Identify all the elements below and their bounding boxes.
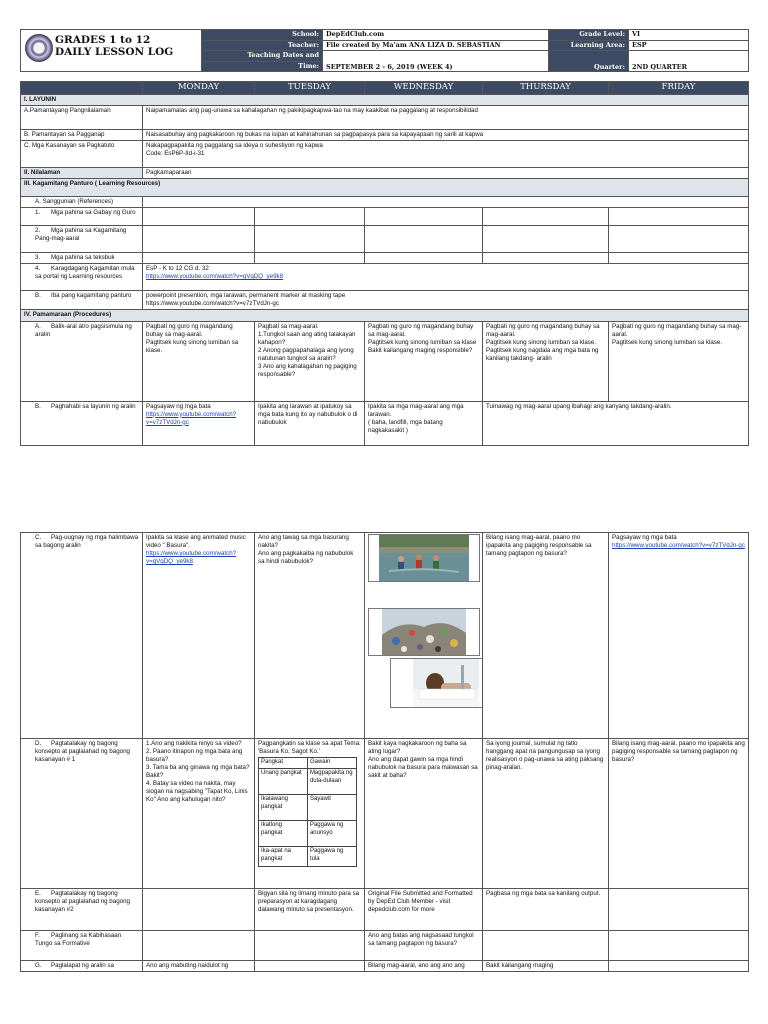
dates-label-line2: Time: [202,61,323,72]
pagtalakay1-tuesday [255,739,365,889]
karagdagang-link[interactable]: https://www.youtube.com/watch?v=gVqDQ_ye9k8 [146,273,284,281]
group-table-header-gawain: Gawain [307,758,356,769]
day-thursday: THURSDAY [483,82,609,95]
pagtalakay2-thursday: Pagbasa ng mga bata sa kanilang output. [483,889,609,931]
kasanayan-label: C. Mga Kasanayan sa Pagkatuto [21,141,143,168]
lesson-table-page-1 [20,81,749,446]
group-table-row: Ika-apat na pangkat [259,846,308,866]
sanggunian-label: A. Sanggunian (References) [21,197,143,208]
pamamaraan-label: IV. Pamamaraan (Procedures) [21,310,749,321]
pag-uugnay-friday-link[interactable]: https://www.youtube.com/watch?v=v7zTVdJn-gc [612,542,745,550]
pagtalakay2-tuesday: Bigyan sila ng limang minuto para sa preparasyon at karagdagang dalawang minuto sa presentasyon. [255,889,365,931]
pag-uugnay-monday-link[interactable]: https://www.youtube.com/watch?v=gVqDQ_ye9k8 [146,550,237,566]
nilalaman-label: II. Nilalaman [21,168,143,179]
group-table-row: Ikatlong pangkat [259,820,308,846]
kasanayan-text [143,141,749,168]
day-monday: MONDAY [143,82,255,95]
balik-wednesday: Pagbati ng guro ng magandang buhay sa mag-aaral. Pagtitsek kung sinong lumiban sa klase Bakit kailangang maging responsible? [365,321,483,401]
pagtalakay1-thursday: Sa iyong journal, sumulat ng tatlo hanggang apat na pangungusap sa iyong realisasyon o pag-unawa sa ating paksang pinag-aralan. [483,739,609,889]
karagdagang-line1: EsP - K to 12 CG d. 32 [146,265,209,273]
kasanayan-line1: Nakapagpapakita ng paggalang sa ideya o suhestiyon ng kapwa [146,142,323,150]
pamantayan-pagganap-label: B. Pamantayan sa Pagganap [21,130,143,141]
pag-uugnay-label: C. Pag-uugnay ng mga halimbawa sa bagong aralin [21,533,143,739]
lesson-log-page-2 [20,532,748,972]
logo-title [55,34,173,58]
paghahabi-thursday-friday: Tumawag ng mag-aaral upang ibahagi ang kanyang takdang-aralin. [483,401,749,445]
day-header-row [21,82,749,95]
paghahabi-monday-text: Pagsayaw ng mga bata [146,402,211,410]
teacher-value: File created by Ma'am ANA LIZA D. SEBASTIAN [323,40,549,51]
kagamitan-label: III. Kagamitang Panturo ( Learning Resources) [21,179,749,197]
balik-monday: Pagbati ng guro ng magandang buhay sa mag-aaral. Pagtitsek kung sinong lumiban sa klase. [143,321,255,401]
dates-label-line1: Teaching Dates and [202,51,323,62]
logo-title-line1: GRADES 1 to 12 [55,34,151,46]
pag-uugnay-friday [609,533,749,739]
header-table [20,29,749,72]
grade-level-value: VI [629,30,749,41]
iba-line2: https://www.youtube.com/watch?v=v7zTVdJn-gc [146,300,279,308]
group-activity-table [258,757,357,867]
quarter-label: Quarter: [549,51,629,72]
kasanayan-code: Code: EsP6P-IId-i-31 [146,150,205,158]
balik-tuesday: Pagbati sa mag-aaral. 1.Tungkol saan ang ating talakayan kahapon? 2 Anong pagpapahalaga ang iyong natutunan tungkol sa aralin? 3 Ano ang kahalagahan ng pagiging responsable? [255,321,365,401]
school-label: School: [202,30,323,41]
pag-uugnay-friday-text: Pagsayaw ng mga bata [612,534,677,541]
pag-uugnay-tuesday: Ano ang tawag sa mga basurang nakita? Ano ang pagkakaiba ng nabubulok sa hindi nabubulok? [255,533,365,739]
paglinang-label: F. Paglinang sa Kabihasaan Tungo sa Formative [21,931,143,961]
pag-uugnay-thursday: Bilang isang mag-aaral, paano mo ipapakita ang pagiging responsable sa tamang pagtapon ng basura? [483,533,609,739]
dates-value: SEPTEMBER 2 - 6, 2019 (WEEK 4) [323,51,549,72]
paglalapat-wednesday: Bilang mag-aaral, ano ang ano ang [365,961,483,972]
day-header-blank [21,82,143,95]
karagdagang-text [143,264,749,291]
school-value: DepEdClub.com [323,30,549,41]
lesson-log-page-1 [20,29,748,446]
pagtalakay1-friday: Bilang isang mag-aaral, paano mo ipapakita ang pagiging responsable sa tamang pagtapon ng basura? [609,739,749,889]
paghahabi-wednesday: Ipakita sa mga mag-aaral ang mga larawan. ( baha, landfill, mga batang nagkakasakit ) [365,401,483,445]
paglalapat-thursday: Bakit kailangang maging [483,961,609,972]
sanggunian-value [143,197,749,208]
kagamitan-mag-aaral-label: 2. Mga pahina sa Kagamitang Pang-mag-aaral [21,226,143,253]
landfill-photo [368,608,480,656]
paghahabi-monday-link[interactable]: https://www.youtube.com/watch?v=v7zTVdJn-gc [146,410,237,426]
deped-seal-icon [25,34,53,62]
group-table-row: Unang pangkat [259,768,308,794]
teacher-label: Teacher: [202,40,323,51]
sick-child-photo [390,658,483,708]
paghahabi-monday [143,401,255,445]
karagdagang-label: 4. Karagdagang Kagamitan mula sa portal ng Learning resources [21,264,143,291]
grade-level-label: Grade Level: [549,30,629,41]
day-wednesday: WEDNESDAY [365,82,483,95]
group-table-header-pangkat: Pangkat [259,758,308,769]
group-table-row: Sayawit [307,794,356,820]
day-tuesday: TUESDAY [255,82,365,95]
pagtalakay2-label: E. Pagtatalakay ng bagong konsepto at paglalahad ng bagong kasanayan #2 [21,889,143,931]
paglalapat-monday: Ano ang mabuting naidulot ng [143,961,255,972]
group-table-row: Ikalawang pangkat [259,794,308,820]
nilalaman-text: Pagkamaparaan [143,168,749,179]
gabay-label: 1. Mga pahina sa Gabay ng Guro [21,208,143,226]
balik-thursday: Pagbati ng guro ng magandang buhay sa mag-aaral. Pagtitsek kung sinong lumiban sa klase. Pagtitsek kung nagdala ang mga bata ng kanilang takdang- aralin [483,321,609,401]
learning-area-label: Learning Area: [549,40,629,51]
pag-uugnay-wednesday [365,533,483,739]
balik-aral-label: A. Balik-aral at/o pagsisimula ng aralin [21,321,143,401]
logo-title-line2: DAILY LESSON LOG [55,46,174,59]
paglalapat-label: G. Paglalapat ng aralin sa [21,961,143,972]
pamantayang-pangnilalaman-label: A.Pamantayang Pangnilalaman [21,106,143,130]
balik-friday: Pagbati ng guro ng magandang buhay sa mag-aaral. Pagtitsek kung sinong lumiban sa klase. [609,321,749,401]
paglinang-wednesday: Ano ang batas ang nagsasaad tungkol sa tamang pagtapon ng basura? [365,931,483,961]
pagtalakay1-wednesday: Bakit kaya nagkakaroon ng baha sa ating lugar? Ano ang dapat gawin sa mga hindi nabubulok na basura para maiwasan sa sakit at baha? [365,739,483,889]
learning-area-value: ESP [629,40,749,51]
pag-uugnay-monday-text: Ipakita sa klase ang animated music video " Basura". [146,534,246,550]
pagtalakay1-monday: 1.Ano ang nakikita ninyo sa video? 2. Paano itinapon ng mga bata ang basura? 3. Tama ba ang ginawa ng mga bata? Bakit? 4. Batay sa video na nakita, may slogan na nagsabing "Tapat Ko, Linis Ko" Ano ang kahulugan nito? [143,739,255,889]
teksbuk-label: 3. Mga pahina sa teksbuk [21,253,143,264]
quarter-value: 2ND QUARTER [629,51,749,72]
lesson-table-page-2 [20,532,749,972]
iba-text [143,291,749,310]
iba-line1: powerpoint presention, mga larawan, permanent marker at masking tape [146,292,346,300]
pagtalakay1-tuesday-intro: Pagpangkatin sa klase sa apat Tema: 'Basura Ko, Sagot Ko.' [258,740,361,756]
pagtalakay2-wednesday: Original File Submitted and Formatted by DepEd Club Member - visit depedclub.com for more [365,889,483,931]
section-layunin: I. LAYUNIN [21,95,749,106]
flood-photo [368,534,480,582]
pag-uugnay-monday [143,533,255,739]
group-table-row: Paggawa ng tula [307,846,356,866]
pamantayang-pangnilalaman-text: Naipamamalas ang pag-unawa sa kahalagahan ng pakikipagkapwa-tao na may kaakibat na paggalang at responsibilidad [143,106,749,130]
pagtalakay1-label: D. Pagtatalakay ng bagong konsepto at paglalahad ng bagong kasanayan # 1 [21,739,143,889]
pamantayan-pagganap-text: Naisasabuhay ang pagkakaroon ng bukas na isipan at kahinahunan sa pagpapasya para sa kapayapaan ng sarili at kapwa [143,130,749,141]
paghahabi-tuesday: Ipakita ang larawan at ipatukoy sa mga bata kung ito ay nabubulok o di nabubulok [255,401,365,445]
iba-label: B. Iba pang kagamitang panturo [21,291,143,310]
day-friday: FRIDAY [609,82,749,95]
group-table-row: Paggawa ng anunsyo [307,820,356,846]
paghahabi-label: B. Paghahabi sa layunin ng aralin [21,401,143,445]
deped-logo-block [21,30,202,72]
group-table-row: Magpapakita ng dula-dulaan [307,768,356,794]
